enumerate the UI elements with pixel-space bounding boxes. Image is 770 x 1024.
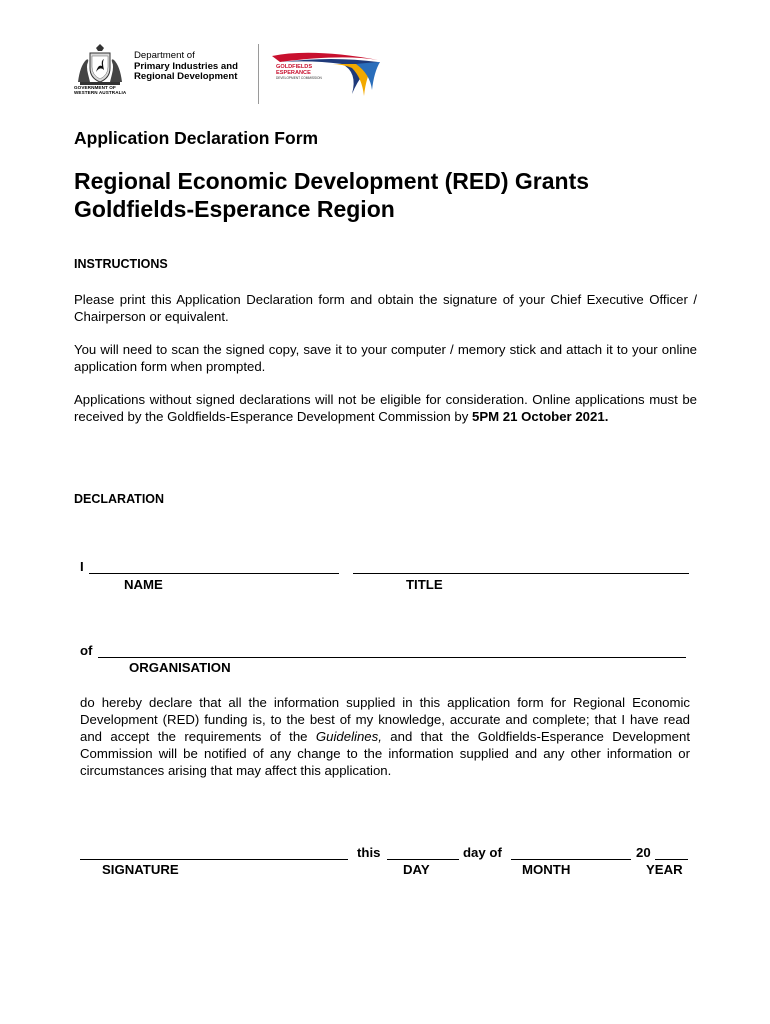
organisation-label: ORGANISATION (129, 660, 231, 675)
form-title: Application Declaration Form (74, 128, 319, 148)
prefix-of: of (80, 643, 93, 658)
dept-line1: Department of (134, 50, 195, 61)
wa-government-crest-icon (74, 44, 126, 88)
name-label: NAME (124, 577, 163, 592)
dept-line2: Primary Industries and (134, 60, 238, 72)
instructions-paragraph-1: Please print this Application Declaration form and obtain the signature of your Chief Executive Officer / Chairperson or equivalent. (74, 292, 697, 324)
word-20: 20 (636, 845, 651, 860)
gedc-line3: DEVELOPMENT COMMISSION (276, 76, 322, 80)
gov-caption-line1: GOVERNMENT OF (74, 85, 116, 90)
declaration-text-part1: do hereby declare that all the information supplied in this application form for Regional Economic Development (RED) funding is, to the best of my knowledge, accurate and complete; that I have read and accept the requirements of the (80, 695, 690, 744)
name-field-line[interactable] (89, 573, 339, 574)
instructions-paragraph-3 (74, 391, 697, 425)
gov-caption-line2: WESTERN AUSTRALIA (74, 90, 127, 95)
signature-field-line[interactable] (80, 859, 348, 860)
year-field-line[interactable] (655, 859, 688, 860)
logo-divider (258, 44, 259, 104)
main-title-line2: Goldfields-Esperance Region (74, 196, 395, 222)
guidelines-text: Guidelines, (315, 729, 382, 744)
declaration-text-part2: and that the Goldfields-Esperance Development Commission will be notified of any change to the information supplied and any other information or circumstances arising that may affect this application. (80, 729, 690, 778)
deadline: 5PM 21 October 2021. (472, 409, 609, 424)
department-name (134, 51, 238, 83)
month-field-line[interactable] (511, 859, 631, 860)
instructions-paragraph-2: You will need to scan the signed copy, save it to your computer / memory stick and attach it to your online application form when prompted. (74, 342, 697, 374)
para3-text: Applications without signed declarations will not be eligible for consideration. Online applications must be received by the Goldfields-Esperance Development Commission by (74, 392, 697, 424)
gedc-logo-text (276, 64, 322, 80)
year-label: YEAR (646, 862, 683, 877)
title-label: TITLE (406, 577, 443, 592)
main-title-line1: Regional Economic Development (RED) Grants (74, 168, 590, 194)
dept-line3: Regional Development (134, 71, 238, 82)
word-day-of: day of (463, 845, 502, 860)
title-field-line[interactable] (353, 573, 689, 574)
gedc-line1: GOLDFIELDS (276, 64, 313, 70)
signature-label: SIGNATURE (102, 862, 179, 877)
declaration-text (80, 694, 690, 779)
month-label: MONTH (522, 862, 571, 877)
gedc-line2: ESPERANCE (276, 70, 311, 76)
day-field-line[interactable] (387, 859, 459, 860)
government-caption (74, 85, 126, 95)
word-this: this (357, 845, 381, 860)
main-title (74, 167, 714, 223)
instructions-heading: INSTRUCTIONS (74, 257, 168, 271)
declaration-heading: DECLARATION (74, 492, 165, 506)
prefix-i: I (80, 559, 84, 574)
day-label: DAY (403, 862, 430, 877)
organisation-field-line[interactable] (98, 657, 686, 658)
